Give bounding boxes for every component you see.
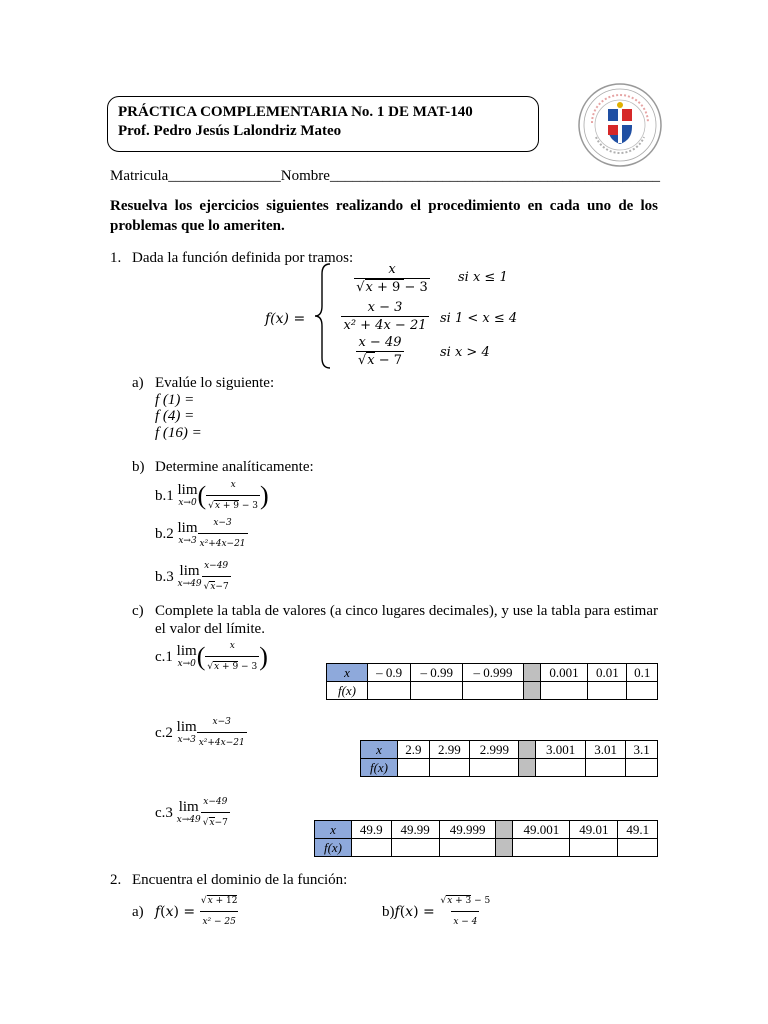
question-1-text: Dada la función definida por tramos: <box>132 250 354 266</box>
piece-1-condition: si x ≤ 1 <box>458 270 508 285</box>
piece-2-expression: $\frac{x - 3}{\text{x² + 4x − 21}}$ <box>343 300 427 333</box>
answer-cell[interactable] <box>429 759 470 777</box>
student-id-name-line: Matricula_______________Nombre____________________________________________ <box>110 168 660 184</box>
table-cell: 3.01 <box>585 741 626 759</box>
function-lhs: f(x) = <box>265 311 306 327</box>
value-table-1 <box>326 663 658 700</box>
part-c-text: Complete la tabla de valores (a cinco lugares decimales), y use la tabla para estimar el valor del límite. <box>155 603 658 637</box>
table-cell: 3.1 <box>626 741 658 759</box>
answer-cell[interactable] <box>470 759 519 777</box>
answer-cell[interactable] <box>536 759 585 777</box>
eval-f16: f (16) = <box>155 425 202 441</box>
table-cell: – 0.9 <box>368 664 411 682</box>
answer-cell[interactable] <box>411 682 463 700</box>
answer-cell[interactable] <box>513 839 570 857</box>
table-cell: 0.1 <box>627 664 658 682</box>
table-header-fx: f(x) <box>361 759 398 777</box>
university-seal-logo <box>578 83 662 167</box>
table-gap-cell <box>496 821 513 839</box>
table-cell: 49.001 <box>513 821 570 839</box>
answer-cell[interactable] <box>398 759 430 777</box>
limit-c1: c.1 lim x→0 ( $\frac{x}{√x + 9 - 3}$ ) <box>155 637 268 676</box>
answer-cell[interactable] <box>585 759 626 777</box>
piece-3-condition: si x > 4 <box>440 345 490 360</box>
table-gap-cell <box>523 664 540 682</box>
table-cell: 2.9 <box>398 741 430 759</box>
value-table-3 <box>314 820 658 857</box>
part-a-text: Evalúe lo siguiente: <box>155 375 275 391</box>
table-header-fx: f(x) <box>315 839 352 857</box>
answer-cell[interactable] <box>627 682 658 700</box>
table-cell: 49.01 <box>570 821 618 839</box>
limit-b1-label: b.1 <box>155 487 174 504</box>
table-row <box>361 759 658 777</box>
question-2-number: 2. <box>110 872 122 888</box>
answer-cell[interactable] <box>391 839 439 857</box>
header-box <box>107 96 539 152</box>
answer-cell[interactable] <box>570 839 618 857</box>
value-table-2 <box>360 740 658 777</box>
answer-cell[interactable] <box>588 682 627 700</box>
limit-c1-label: c.1 <box>155 648 173 665</box>
eval-f4: f (4) = <box>155 408 195 424</box>
answer-cell[interactable] <box>626 759 658 777</box>
limit-b3: b.3 lim x→49 $\frac{x-49}{√x-7}$ <box>155 557 231 596</box>
piece-1-expression: $\frac{x}{√x + 9 - 3}$ <box>356 262 428 295</box>
table-gap-cell <box>519 759 536 777</box>
limit-c3: c.3 lim x→49 $\frac{x-49}{√x-7}$ <box>155 793 230 832</box>
table-cell: 49.999 <box>439 821 496 839</box>
limit-b2: b.2 lim x→3 $\frac{x-3}{\text{x²+4x−21}}$ <box>155 514 248 553</box>
limit-c2-label: c.2 <box>155 724 173 741</box>
limit-b3-label: b.3 <box>155 568 174 585</box>
part-a-label: a) <box>132 375 144 391</box>
limit-c2: c.2 lim x→3 $\frac{x-3}{\text{x²+4x−21}}$ <box>155 713 247 752</box>
answer-cell[interactable] <box>463 682 523 700</box>
table-cell: 49.9 <box>352 821 392 839</box>
table-row <box>327 664 658 682</box>
question-2-text: Encuentra el dominio de la función: <box>132 872 348 888</box>
part-c-label: c) <box>132 603 144 619</box>
table-row <box>361 741 658 759</box>
question-1-number: 1. <box>110 250 122 266</box>
table-gap-cell <box>519 741 536 759</box>
piece-3-expression: $\frac{x - 49}{√x - 7}$ <box>357 335 403 368</box>
domain-a: a) f ( x ) = $\frac{√x + 12}{\text{x² − 25}}$ <box>132 892 239 931</box>
domain-b-label: b) <box>382 903 395 920</box>
domain-a-label: a) <box>132 903 144 920</box>
instructions: Resuelva los ejercicios siguientes realizando el procedimiento en cada uno de los problemas que lo ameriten. <box>110 198 658 234</box>
table-gap-cell <box>523 682 540 700</box>
table-cell: 0.001 <box>540 664 588 682</box>
limit-b1: b.1 lim x→0 ( $\frac{x}{√x + 9 - 3}$ ) <box>155 476 269 515</box>
table-cell: – 0.999 <box>463 664 523 682</box>
eval-f1: f (1) = <box>155 392 195 408</box>
table-cell: 49.1 <box>618 821 658 839</box>
limit-c3-label: c.3 <box>155 804 173 821</box>
part-b-label: b) <box>132 459 145 475</box>
table-cell: 3.001 <box>536 741 585 759</box>
table-header-x: x <box>361 741 398 759</box>
table-cell: – 0.99 <box>411 664 463 682</box>
table-cell: 2.99 <box>429 741 470 759</box>
table-header-x: x <box>327 664 368 682</box>
answer-cell[interactable] <box>439 839 496 857</box>
piece-2-condition: si 1 < x ≤ 4 <box>440 311 518 326</box>
limit-b2-label: b.2 <box>155 525 174 542</box>
table-row <box>315 839 658 857</box>
table-gap-cell <box>496 839 513 857</box>
part-b-text: Determine analíticamente: <box>155 459 314 475</box>
professor-name: Prof. Pedro Jesús Lalondriz Mateo <box>118 123 342 139</box>
table-cell: 2.999 <box>470 741 519 759</box>
piecewise-lhs <box>265 311 305 328</box>
table-header-x: x <box>315 821 352 839</box>
table-header-fx: f(x) <box>327 682 368 700</box>
answer-cell[interactable] <box>352 839 392 857</box>
answer-cell[interactable] <box>368 682 411 700</box>
table-row <box>315 821 658 839</box>
table-cell: 49.99 <box>391 821 439 839</box>
answer-cell[interactable] <box>618 839 658 857</box>
domain-b: b) f ( x ) = $\frac{√x + 3 - 5}{x - 4}$ <box>382 892 492 931</box>
answer-cell[interactable] <box>540 682 588 700</box>
table-cell: 0.01 <box>588 664 627 682</box>
page-title: PRÁCTICA COMPLEMENTARIA No. 1 DE MAT-140 <box>118 104 473 120</box>
table-row <box>327 682 658 700</box>
